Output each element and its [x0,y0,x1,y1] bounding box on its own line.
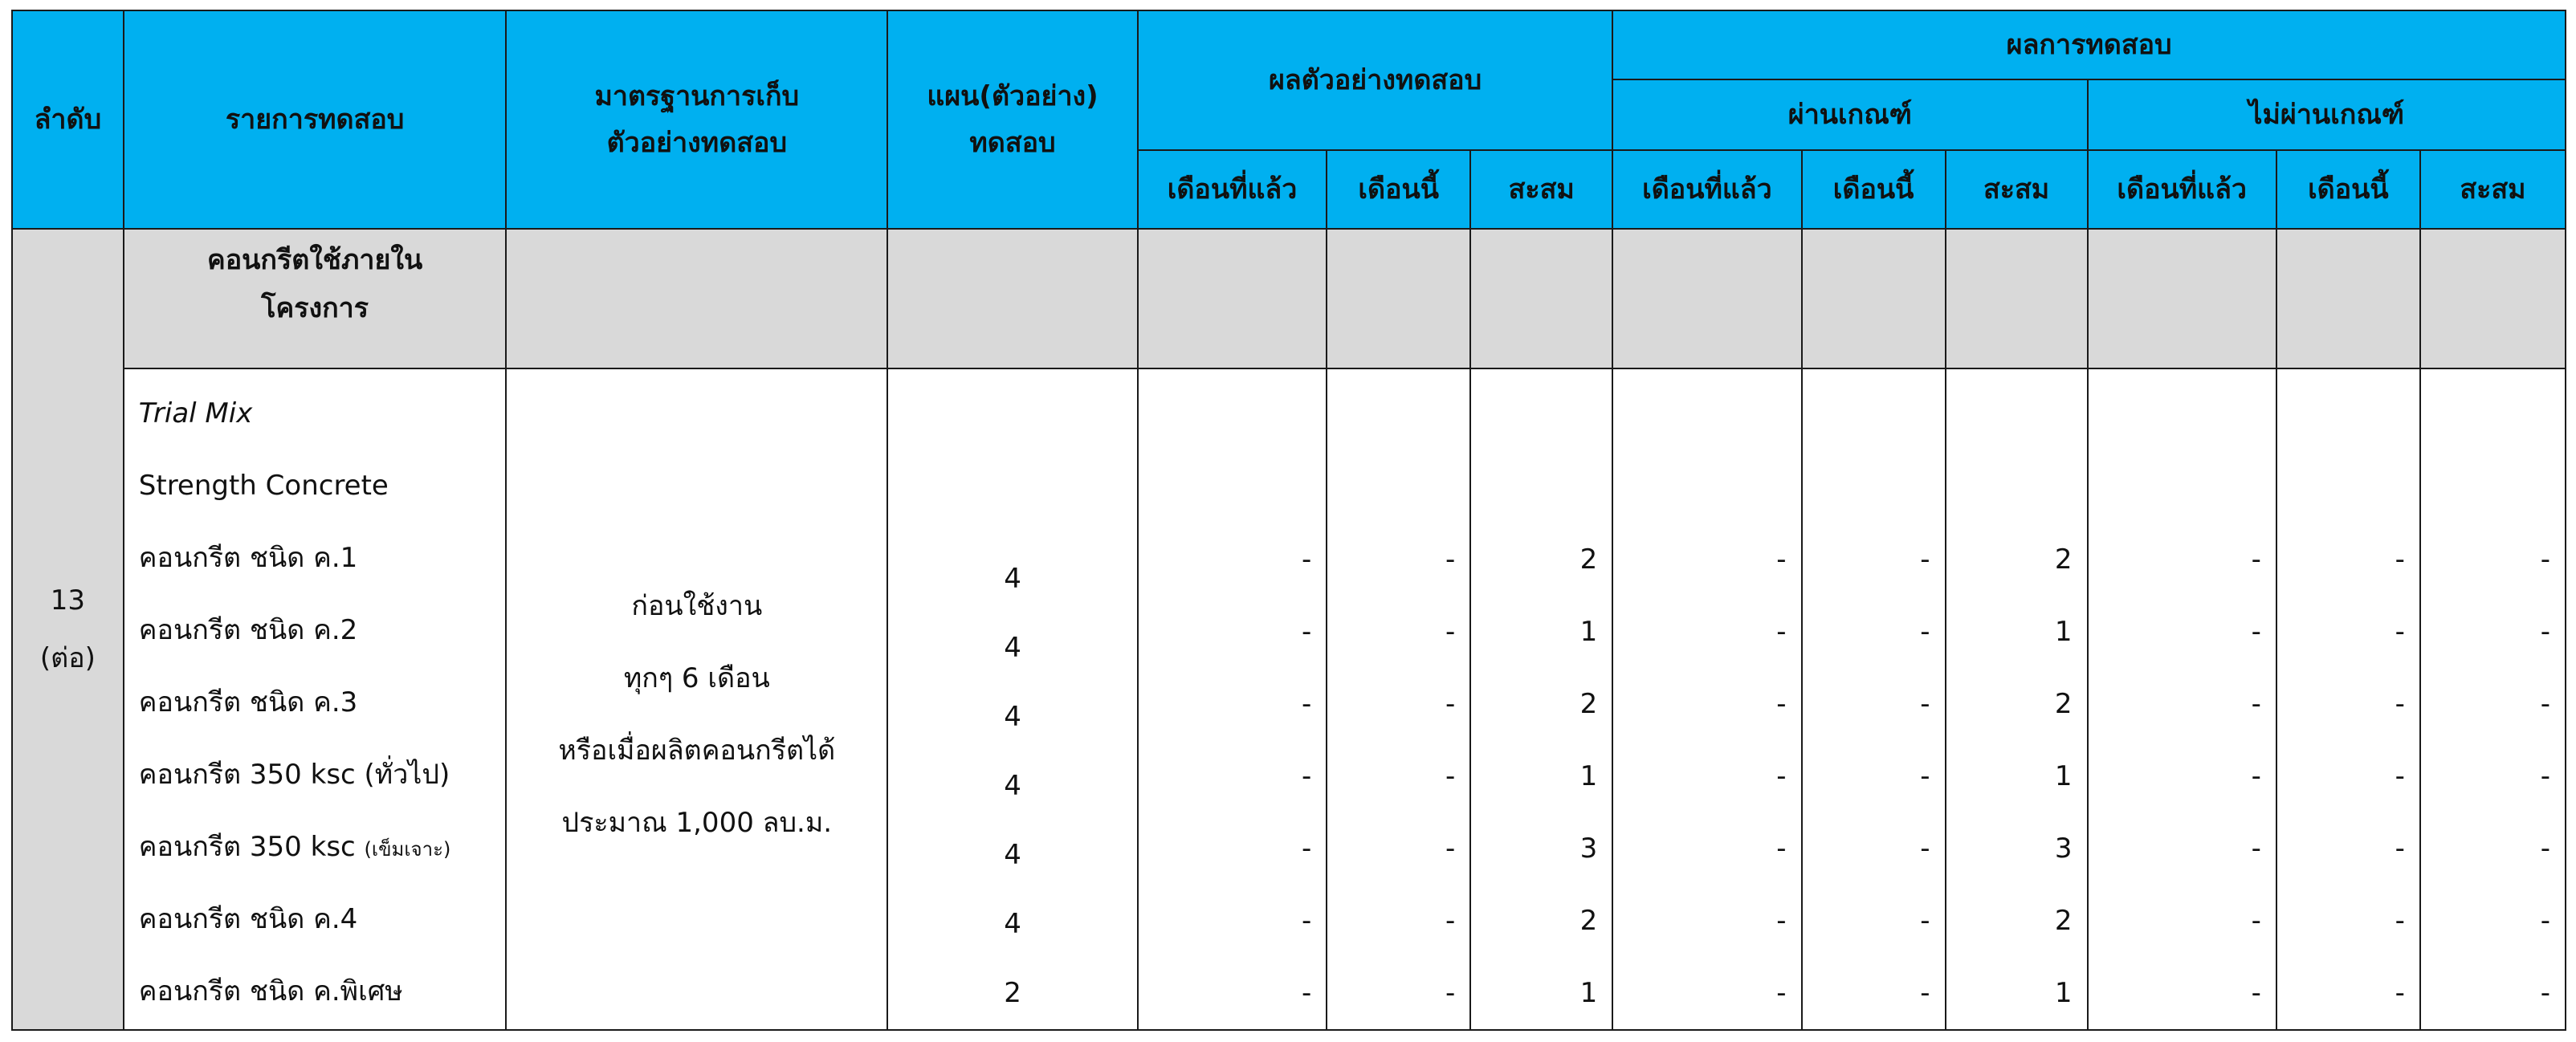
header-sample-results: ผลตัวอย่างทดสอบ [1138,10,1612,150]
value: 1 [1579,616,1598,648]
data-row [12,368,2566,1030]
item-name: คอนกรีต ชนิด ค.4 [138,903,358,935]
category-empty-cell [506,229,887,368]
value: 1 [2054,977,2073,1009]
value: 2 [1579,543,1598,576]
header-fail-cumulative: สะสม [2420,150,2566,229]
seq-continued: (ต่อ) [39,642,96,674]
value: 2 [2054,688,2073,720]
standard-line4: ประมาณ 1,000 ลบ.ม. [561,807,833,839]
item-name: คอนกรีต ชนิด ค.2 [138,614,358,646]
value: - [2540,977,2550,1009]
header-plan-line1: แผน(ตัวอย่าง) [927,80,1098,112]
value: - [2540,760,2550,792]
header-pass-this-month: เดือนนี้ [1802,150,1946,229]
value: - [1776,905,1787,937]
value: 2 [2054,905,2073,937]
item-name: คอนกรีต ชนิด ค.3 [138,686,358,718]
header-plan [887,10,1138,229]
item-name: คอนกรีต ชนิด ค.1 [138,542,358,574]
items-heading: Trial Mix [138,397,253,429]
value: - [1920,905,1930,937]
value: - [2251,760,2261,792]
value: - [1445,905,1456,937]
header-sample-this-month: เดือนนี้ [1327,150,1470,229]
header-item-label: รายการทดสอบ [225,104,405,136]
value: - [1301,760,1312,792]
value: - [1301,543,1312,576]
item-name: คอนกรีต ชนิด ค.พิเศษ [138,975,403,1007]
pass-last-month-cell [1612,368,1801,1030]
value: - [2540,688,2550,720]
plan-value: 4 [1004,908,1021,940]
value: - [2395,543,2405,576]
value: - [1301,688,1312,720]
value: - [2251,832,2261,865]
category-empty-cell [1802,229,1946,368]
plan-value: 4 [1004,632,1021,664]
value: - [1920,760,1930,792]
item-name: คอนกรีต 350 ksc [138,831,365,863]
category-empty-cell [1946,229,2088,368]
list-item [139,883,506,955]
items-list [124,369,506,1028]
value: - [1776,760,1787,792]
value: - [1776,616,1787,648]
value: 1 [2054,760,2073,792]
value: - [2540,832,2550,865]
header-standard-line1: มาตรฐานการเก็บ [594,80,800,112]
category-row [12,229,2566,368]
value: - [1445,832,1456,865]
value: 2 [1579,688,1598,720]
value: 2 [2054,543,2073,576]
value: - [2395,688,2405,720]
value: - [1920,977,1930,1009]
value: - [2540,905,2550,937]
value: - [2395,832,2405,865]
category-empty-cell [1470,229,1612,368]
value: - [1301,977,1312,1009]
value: - [2540,616,2550,648]
value: - [1301,905,1312,937]
value: - [2251,905,2261,937]
header-fail: ไม่ผ่านเกณฑ์ [2088,79,2566,150]
value: - [1920,543,1930,576]
value: - [2251,977,2261,1009]
seq-number: 13 [50,584,86,617]
standard-cell [506,368,887,1030]
value: - [2251,616,2261,648]
value: - [1445,616,1456,648]
standard-line2: ทุกๆ 6 เดือน [623,662,770,694]
category-empty-cell [2276,229,2420,368]
header-seq: ลำดับ [12,10,124,229]
standard-line3: หรือเมื่อผลิตคอนกรีตได้ [558,735,836,767]
category-empty-cell [2420,229,2566,368]
list-item [139,955,506,1028]
pass-this-month-cell [1802,368,1946,1030]
list-item [139,739,506,811]
category-empty-cell [1327,229,1470,368]
header-item [124,10,507,229]
header-sample-cumulative: สะสม [1470,150,1612,229]
value: - [1445,760,1456,792]
value: - [2251,688,2261,720]
value: - [1776,832,1787,865]
sample-this-month-cell [1327,368,1470,1030]
plan-value: 4 [1004,839,1021,871]
value: - [1445,543,1456,576]
value: - [1445,977,1456,1009]
header-sample-last-month: เดือนที่แล้ว [1138,150,1327,229]
value: - [1920,688,1930,720]
list-item [139,594,506,666]
plan-value: 4 [1004,701,1021,733]
header-standard [506,10,887,229]
fail-last-month-cell [2088,368,2276,1030]
pass-cumulative-cell [1946,368,2088,1030]
value: 3 [2054,832,2073,865]
value: - [2395,905,2405,937]
fail-this-month-cell [2276,368,2420,1030]
value: - [2395,977,2405,1009]
value: - [1445,688,1456,720]
test-results-table [11,10,2566,1031]
value: - [1776,977,1787,1009]
header-pass-last-month: เดือนที่แล้ว [1612,150,1801,229]
category-empty-cell [1612,229,1801,368]
value: - [1776,543,1787,576]
header-pass-cumulative: สะสม [1946,150,2088,229]
fail-cumulative-cell [2420,368,2566,1030]
items-subheading: Strength Concrete [138,470,389,502]
item-name: คอนกรีต 350 ksc (ทั่วไป) [138,759,450,791]
list-item [139,522,506,594]
category-cell [124,229,507,368]
category-line1: คอนกรีตใช้ภายใน [206,244,423,276]
header-standard-line2: ตัวอย่างทดสอบ [606,127,788,159]
plan-value: 4 [1004,563,1021,595]
value: 2 [1579,905,1598,937]
standard-line1: ก่อนใช้งาน [631,590,763,622]
value: 1 [1579,977,1598,1009]
header-fail-last-month: เดือนที่แล้ว [2088,150,2276,229]
plan-cell [887,368,1138,1030]
value: - [1301,832,1312,865]
value: - [2251,543,2261,576]
items-cell [124,368,507,1030]
header-test-results: ผลการทดสอบ [1612,10,2566,79]
header-plan-line2: ทดสอบ [969,127,1056,159]
plan-value: 2 [1004,977,1021,1009]
value: - [2395,760,2405,792]
value: - [1920,616,1930,648]
list-item [139,666,506,739]
list-item [139,811,506,883]
value: - [1301,616,1312,648]
value: 1 [2054,616,2073,648]
category-empty-cell [1138,229,1327,368]
plan-value: 4 [1004,770,1021,802]
category-empty-cell [887,229,1138,368]
header-fail-this-month: เดือนนี้ [2276,150,2420,229]
value: 3 [1579,832,1598,865]
seq-cell [12,229,124,1030]
category-line2: โครงการ [261,292,369,324]
value: - [2395,616,2405,648]
value: - [1920,832,1930,865]
value: - [2540,543,2550,576]
sample-cumulative-cell [1470,368,1612,1030]
table-body [12,229,2566,1030]
item-note: (เข็มเจาะ) [364,838,451,861]
category-empty-cell [2088,229,2276,368]
table-header [12,10,2566,229]
header-pass: ผ่านเกณฑ์ [1612,79,2087,150]
value: - [1776,688,1787,720]
sample-last-month-cell [1138,368,1327,1030]
value: 1 [1579,760,1598,792]
